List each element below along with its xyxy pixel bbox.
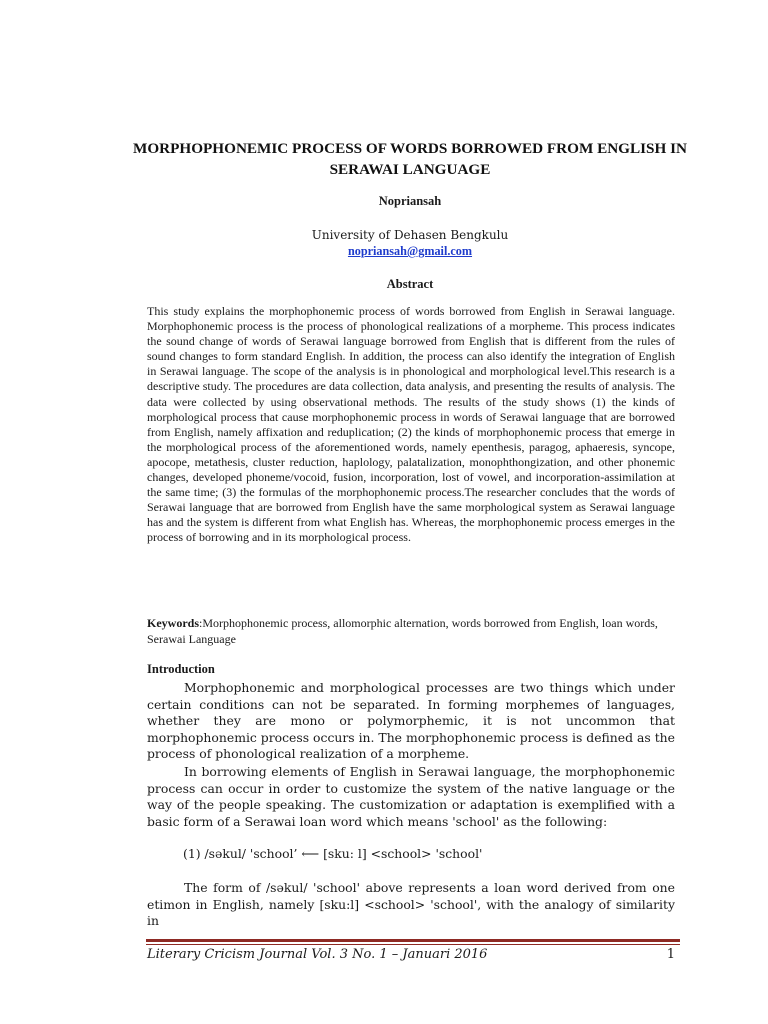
keywords [147, 615, 675, 647]
intro-paragraph-2-text: In borrowing elements of English in Serawai language, the morphophonemic process can occur in order to customize the system of the native language or the way of the people speaking. The customization or adaptation is exemplified with a basic form of a Serawai loan word which means 'school' as the following: [147, 764, 675, 829]
paper-title: MORPHOPHONEMIC PROCESS OF WORDS BORROWED FROM ENGLISH IN SERAWAI LANGUAGE [133, 140, 687, 178]
example-1: (1) /səkul/ 'school’ ⟵ [sku: l] <school> 'school' [183, 846, 483, 861]
author-name: Nopriansah [378, 194, 442, 208]
keywords-label: Keywords [147, 616, 199, 630]
intro-paragraph-3-text: The form of /səkul/ 'school' above represents a loan word derived from one etimon in English, namely [sku:l] <school> 'school', with the analogy of similarity in [147, 880, 675, 929]
page-number: 1 [666, 947, 675, 962]
footer-journal: Literary Cricism Journal Vol. 3 No. 1 – Januari 2016 [147, 947, 488, 962]
keywords-text: :Morphophonemic process, allomorphic alternation, words borrowed from English, loan words, Serawai Language [147, 616, 658, 646]
introduction-heading: Introduction [147, 662, 215, 676]
author-affiliation: University of Dehasen Bengkulu [311, 228, 509, 242]
abstract-text: This study explains the morphophonemic process of words borrowed from English in Serawai language. Morphophonemic process is the process of phonological realizations of a morpheme. This process indicates the sound change of words of Serawai language borrowed from English that is different from the rules of sound changes to form standard English. In addition, the process can also identify the integration of English in Serawai language. The scope of the analysis is in phonological and morphological level.This research is a descriptive study. The procedures are data collection, data analysis, and presenting the results of analysis. The data were collected by using observational methods. The results of the study shows (1) the kinds of morphological process that cause morphophonemic process in words of Serawai language that are borrowed from English, namely affixation and reduplication; (2) the kinds of morphophonemic process that emerge in the morphological process of the aforementioned words, namely epenthesis, paragog, aphaeresis, syncope, apocope, metathesis, cluster reduction, haplology, palatalization, monophthongization, and other phonemic changes, developed phoneme/vocoid, fusion, incorporation, lost of vowel, and incorporation-assimilation at the same time; (3) the formulas of the morphophonemic process.The researcher concludes that the words of Serawai language that are borrowed from English have the same morphological system as Serawai language has and the system is different from what English has. Whereas, the morphophonemic process emerges in the process of borrowing and in its morphological process. [147, 304, 675, 545]
intro-paragraph-2 [147, 764, 675, 830]
intro-paragraph-1 [147, 680, 675, 763]
intro-paragraph-3 [147, 880, 675, 930]
author-email [100, 244, 720, 259]
footer-rule-thick [146, 939, 680, 942]
footer-rule-thin [146, 944, 680, 945]
abstract-heading: Abstract [386, 277, 434, 291]
intro-paragraph-1-text: Morphophonemic and morphological processes are two things which under certain conditions can not be separated. In forming morphemes of languages, whether they are mono or polymorphemic, it is not uncommon that morphophonemic process occurs in. The morphophonemic process is defined as the process of phonological realization of a morpheme. [147, 680, 675, 762]
email-link[interactable]: nopriansah@gmail.com [347, 244, 473, 258]
